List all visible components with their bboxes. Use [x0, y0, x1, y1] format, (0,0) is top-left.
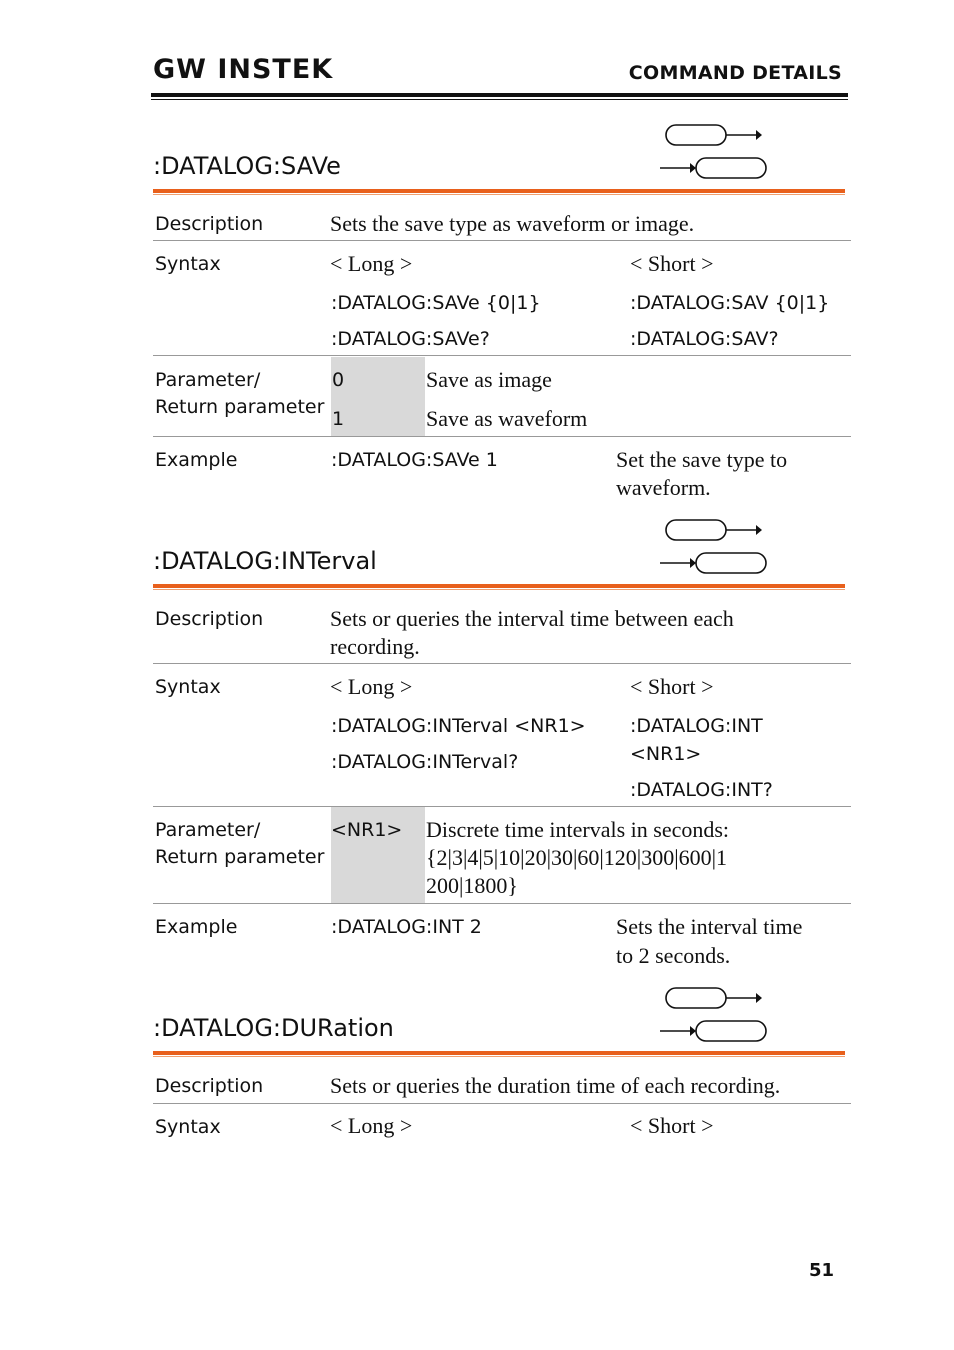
parameter-label: Parameter/ — [155, 819, 261, 841]
long-command: :DATALOG:SAVe {0|1} — [331, 292, 541, 314]
row-divider — [153, 436, 851, 437]
parameter-description: Save as waveform — [426, 406, 588, 431]
parameter-value: <NR1> — [331, 819, 403, 841]
parameter-value: 1 — [332, 408, 345, 430]
return-parameter-label: Return parameter — [155, 396, 325, 418]
syntax-label: Syntax — [155, 253, 221, 275]
row-divider — [153, 1103, 851, 1104]
example-description-cont: to 2 seconds. — [616, 943, 731, 968]
long-form-label: < Long > — [330, 674, 413, 699]
example-label: Example — [155, 449, 238, 471]
example-description: Set the save type to — [616, 447, 788, 472]
description-text: Sets or queries the duration time of each recording. — [330, 1073, 781, 1098]
short-query: :DATALOG:INT? — [630, 779, 773, 801]
section-title-save: :DATALOG:SAVe — [153, 152, 341, 180]
description-label: Description — [155, 213, 264, 235]
long-form-label: < Long > — [330, 1113, 413, 1138]
short-form-label: < Short > — [630, 1113, 714, 1138]
description-text: Sets or queries the interval time between each — [330, 606, 734, 631]
row-divider — [153, 903, 851, 904]
parameter-description-cont: 200|1800} — [426, 873, 518, 898]
section-title-duration: :DATALOG:DURation — [153, 1014, 394, 1042]
description-label: Description — [155, 1075, 264, 1097]
description-text: Sets the save type as waveform or image. — [330, 211, 695, 236]
example-description: Sets the interval time — [616, 914, 803, 939]
header-title: COMMAND DETAILS — [628, 62, 842, 84]
row-divider — [153, 663, 851, 664]
set-query-icon — [660, 122, 770, 182]
example-label: Example — [155, 916, 238, 938]
parameter-description-cont: {2|3|4|5|10|20|30|60|120|300|600|1 — [426, 845, 728, 870]
section-title-interval: :DATALOG:INTerval — [153, 547, 377, 575]
row-divider — [153, 355, 851, 356]
example-description-cont: waveform. — [616, 475, 711, 500]
short-command: :DATALOG:SAV {0|1} — [630, 292, 830, 314]
page-number: 51 — [808, 1260, 834, 1281]
short-command: :DATALOG:INT — [630, 715, 763, 737]
parameter-label: Parameter/ — [155, 369, 261, 391]
section-rule — [153, 584, 845, 588]
section-rule-thin — [153, 1056, 845, 1057]
parameter-description: Save as image — [426, 367, 552, 392]
parameter-value-cell — [331, 357, 425, 436]
long-query: :DATALOG:SAVe? — [331, 328, 490, 350]
short-query: :DATALOG:SAV? — [630, 328, 779, 350]
example-command: :DATALOG:SAVe 1 — [331, 449, 498, 471]
parameter-description: Discrete time intervals in seconds: — [426, 817, 730, 842]
row-divider — [153, 806, 851, 807]
section-rule-thin — [153, 194, 845, 195]
return-parameter-label: Return parameter — [155, 846, 325, 868]
parameter-value: 0 — [332, 369, 345, 391]
short-form-label: < Short > — [630, 674, 714, 699]
section-rule-thin — [153, 589, 845, 590]
syntax-label: Syntax — [155, 676, 221, 698]
gw-instek-logo: GW INSTEK — [153, 54, 334, 85]
row-divider — [153, 240, 851, 241]
example-command: :DATALOG:INT 2 — [331, 916, 482, 938]
short-form-label: < Short > — [630, 251, 714, 276]
section-rule — [153, 189, 845, 193]
set-query-icon — [660, 517, 770, 577]
long-command: :DATALOG:INTerval <NR1> — [331, 715, 586, 737]
syntax-label: Syntax — [155, 1116, 221, 1138]
header-rule-thin — [151, 99, 848, 100]
short-command-cont: <NR1> — [630, 743, 702, 765]
long-query: :DATALOG:INTerval? — [331, 751, 519, 773]
description-label: Description — [155, 608, 264, 630]
section-rule — [153, 1051, 845, 1055]
long-form-label: < Long > — [330, 251, 413, 276]
header-rule — [151, 93, 848, 97]
description-text-cont: recording. — [330, 634, 420, 659]
set-query-icon — [660, 985, 770, 1045]
